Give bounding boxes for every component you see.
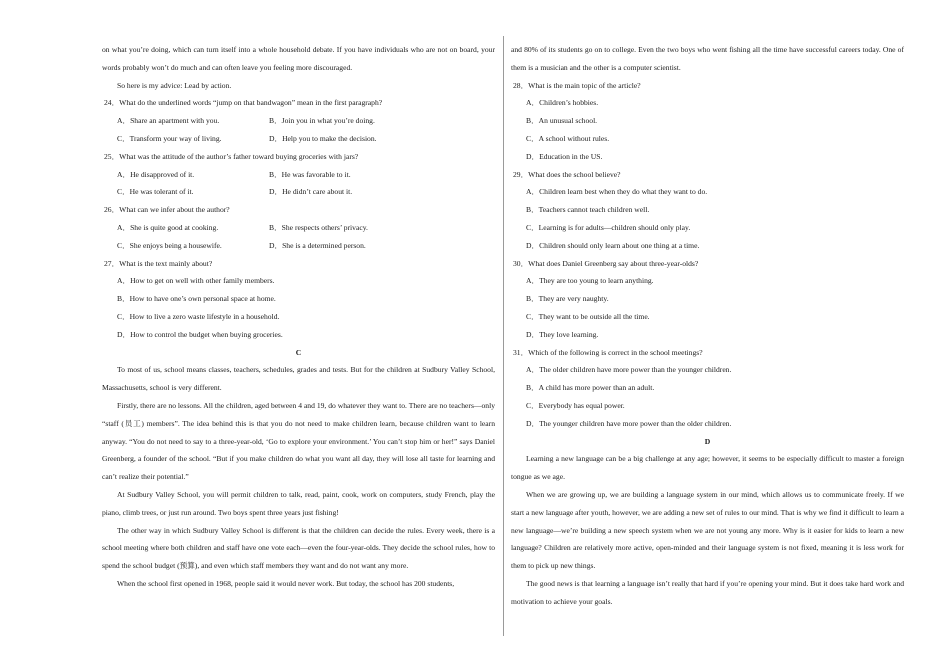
option-c: C．He was tolerant of it. xyxy=(117,187,194,197)
option-d: D．The younger children have more power than the older children. xyxy=(526,418,732,428)
passage-paragraph: Firstly, there are no lessons. All the children, aged between 4 and 19, do whatever they want to. There are no teachers—only “staff (员工) members”. The idea behind this is that you do not need to make children learn, because children want to learn anyway. “You do not need to say to a three-year-old, ‘Go to explore your environment.’ You can’t stop him or her!” says Daniel Greenberg, a founder of the school. “But if you make children do what you want all day, they will lose all taste for learning and can’t realize their potential.” xyxy=(102,400,495,482)
option-a: A．They are too young to learn anything. xyxy=(526,276,654,286)
option-a: A．The older children have more power than the younger children. xyxy=(526,365,732,375)
passage-paragraph: The good news is that learning a language isn’t really that hard if you’re opening your mind. But it does take hard work and motivation to achieve your goals. xyxy=(511,578,904,606)
option-c: C．Transform your way of living. xyxy=(117,133,222,143)
question-25 xyxy=(102,148,495,201)
option-b: B．How to have one’s own personal space at home. xyxy=(117,294,276,304)
passage-paragraph: The other way in which Sudbury Valley School is different is that the children can decide the rules. Every week, there is a school meeting where both children and staff have one vote each—even the four-year-olds. They decide the school rules, how to spend the school budget (预算), and even which staff members they want and do not want any more. xyxy=(102,525,495,571)
option-d: D．They love learning. xyxy=(526,329,599,339)
option-c: C．How to live a zero waste lifestyle in a household. xyxy=(117,311,280,321)
right-column xyxy=(511,41,904,611)
option-b: B．They are very naughty. xyxy=(526,294,609,304)
question-31 xyxy=(511,344,904,433)
option-c: C．She enjoys being a housewife. xyxy=(117,240,222,250)
question-stem: 26．What can we infer about the author? xyxy=(104,205,230,215)
option-b: B．Teachers cannot teach children well. xyxy=(526,205,650,215)
option-d: D．Help you to make the decision. xyxy=(269,133,377,143)
option-a: A．How to get on well with other family members. xyxy=(117,276,275,286)
passage-paragraph: When the school first opened in 1968, people said it would never work. But today, the school has 200 students, xyxy=(117,578,455,588)
option-d: D．How to control the budget when buying groceries. xyxy=(117,329,283,339)
question-30 xyxy=(511,255,904,344)
options-row xyxy=(102,166,495,184)
options-row xyxy=(102,130,495,148)
option-b: B．A child has more power than an adult. xyxy=(526,383,655,393)
option-a: A．She is quite good at cooking. xyxy=(117,222,219,232)
question-stem: 25．What was the attitude of the author’s father toward buying groceries with jars? xyxy=(104,151,359,161)
question-28 xyxy=(511,77,904,166)
option-b: B．An unusual school. xyxy=(526,116,598,126)
options-row xyxy=(102,237,495,255)
option-a: A．Children learn best when they do what they want to do. xyxy=(526,187,708,197)
question-stem: 31．Which of the following is correct in the school meetings? xyxy=(513,347,703,357)
option-a: A．He disapproved of it. xyxy=(117,169,195,179)
option-c: C．A school without rules. xyxy=(526,133,610,143)
options-row xyxy=(102,112,495,130)
question-stem: 28．What is the main topic of the article? xyxy=(513,80,641,90)
option-b: B．She respects others’ privacy. xyxy=(269,222,368,232)
passage-paragraph: When we are growing up, we are building a language system in our mind, which allows us to communicate freely. If we start a new language after youth, however, we are adding a new set of rules to our mind. That is why we find it difficult to learn a new language—we’re building a new speech system when we are not young any more. Why is it easier for kids to learn a new language? Children are relatively more active, open-minded and their language system is not fixed, meaning it is less work for them to pick up new things. xyxy=(511,489,904,571)
option-b: B．Join you in what you’re doing. xyxy=(269,116,375,126)
option-a: A．Share an apartment with you. xyxy=(117,116,220,126)
question-stem: 27．What is the text mainly about? xyxy=(104,258,213,268)
column-divider xyxy=(503,36,504,636)
option-c: C．They want to be outside all the time. xyxy=(526,311,650,321)
option-d: D．Education in the US. xyxy=(526,151,603,161)
question-stem: 24．What do the underlined words “jump on that bandwagon” mean in the first paragraph? xyxy=(104,98,383,108)
advice-line: So here is my advice: Lead by action. xyxy=(117,80,232,90)
options-row xyxy=(102,183,495,201)
option-d: D．She is a determined person. xyxy=(269,240,366,250)
passage-paragraph: Learning a new language can be a big challenge at any age; however, it seems to be especially difficult to master a foreign tongue as we age. xyxy=(511,454,904,482)
options-row xyxy=(102,219,495,237)
option-c: C．Everybody has equal power. xyxy=(526,400,625,410)
left-column xyxy=(102,41,495,593)
question-24 xyxy=(102,94,495,147)
option-b: B．He was favorable to it. xyxy=(269,169,351,179)
question-27 xyxy=(102,255,495,344)
option-d: D．He didn’t care about it. xyxy=(269,187,353,197)
question-26 xyxy=(102,201,495,254)
section-heading: D xyxy=(704,436,711,446)
option-d: D．Children should only learn about one thing at a time. xyxy=(526,240,700,250)
question-stem: 30．What does Daniel Greenberg say about three-year-olds? xyxy=(513,258,699,268)
passage-paragraph: At Sudbury Valley School, you will permit children to talk, read, paint, cook, work on computers, study French, play the piano, climb trees, or just run around. Two boys spent three years just fishing! xyxy=(102,489,495,517)
question-stem: 29．What does the school believe? xyxy=(513,169,621,179)
option-a: A．Children’s hobbies. xyxy=(526,98,599,108)
continued-paragraph: and 80% of its students go on to college. Even the two boys who went fishing all the time have successful careers today. One of them is a musician and the other is a computer scientist. xyxy=(511,45,904,72)
section-heading: C xyxy=(295,347,302,357)
option-c: C．Learning is for adults—children should only play. xyxy=(526,222,691,232)
continued-paragraph: on what you’re doing, which can turn itself into a whole household debate. If you have individuals who are not on board, your words probably won’t do much and can often leave you feeling more discouraged. xyxy=(102,45,495,72)
question-29 xyxy=(511,166,904,255)
passage-paragraph: To most of us, school means classes, teachers, schedules, grades and tests. But for the children at Sudbury Valley School, Massachusetts, school is very different. xyxy=(102,365,495,393)
